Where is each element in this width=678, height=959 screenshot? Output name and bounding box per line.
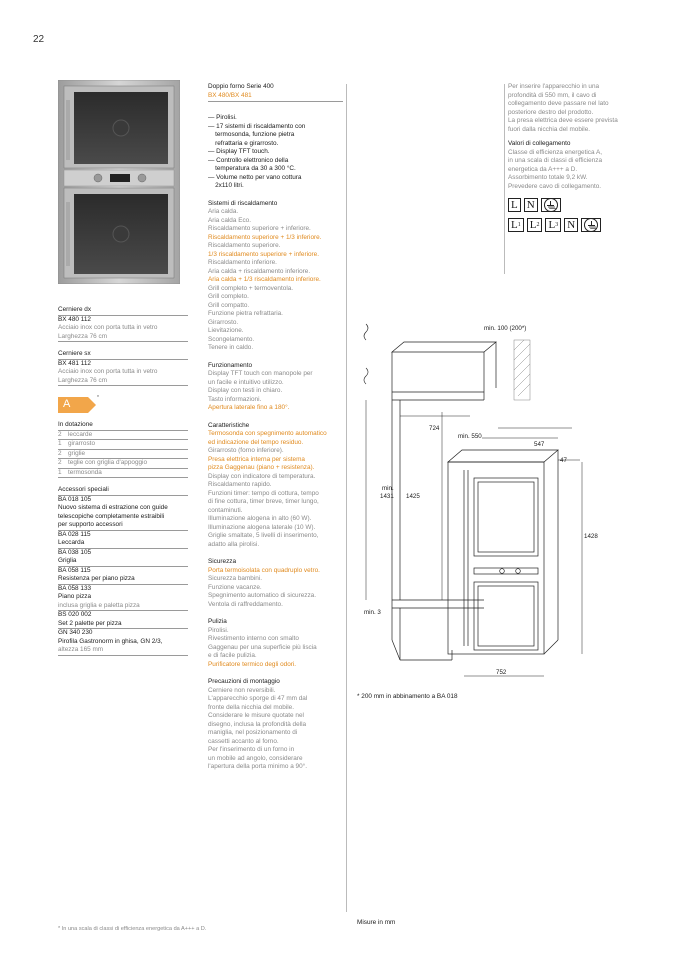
product-title: Doppio forno Serie 400 (208, 83, 274, 90)
footnote: * In una scala di classi di efficienza energetica da A+++ a D. (58, 926, 207, 932)
section-title: Sistemi di riscaldamento (208, 199, 278, 207)
model-hinge: Cerniere dx (58, 306, 188, 316)
supplied-qty: 2 (58, 459, 62, 466)
dim-1425: 1425 (406, 493, 420, 500)
supplied-item: griglie (68, 449, 86, 457)
section-line: Ventola di raffreddamento. (208, 600, 283, 608)
section-title: Precauzioni di montaggio (208, 678, 280, 685)
installation-drawing (352, 300, 652, 700)
conn-line: Assorbimento totale 9,2 kW. (508, 174, 588, 181)
ground-icon (541, 198, 561, 212)
accessory-code: BA 028 115 (58, 530, 91, 538)
highlight-line: — Display TFT touch. (208, 148, 270, 155)
accessory-code: BA 038 105 (58, 548, 92, 556)
section-line: Termosonda con spegnimento automatico (208, 430, 327, 437)
section-line: Girarrosto (forno inferiore). (208, 447, 284, 454)
section-line: disegno, inclusa la profondità della (208, 720, 307, 728)
three-phase-symbols (508, 218, 648, 232)
model-width: Larghezza 76 cm (58, 377, 188, 387)
conn-line: Classe di efficienza energetica A, (508, 148, 603, 156)
section-line: un facile e intuitivo utilizzo. (208, 378, 284, 386)
conn-line: Prevedere cavo di collegamento. (508, 182, 602, 190)
section-line: Funzione vacanze. (208, 583, 262, 591)
section-line: Riscaldamento superiore + inferiore. (208, 225, 311, 232)
supplied-qty: 2 (58, 449, 62, 457)
section-line: maniglia, nel posizionamento di (208, 729, 298, 736)
highlight-line: — Pirolisi. (208, 114, 237, 121)
symbol-n3: N (564, 218, 578, 232)
left-column (58, 306, 188, 656)
section-line: Riscaldamento rapido. (208, 481, 272, 488)
accessory-name: Piano pizza (58, 593, 92, 600)
accessory-code: BA 058 133 (58, 584, 92, 592)
intro-line: Per inserire l'apparecchio in una (508, 83, 600, 90)
intro-line: collegamento deve passare nel lato (508, 100, 609, 107)
section-line: Grill completo. (208, 293, 249, 300)
section-line: fronte della nicchia del mobile. (208, 703, 294, 711)
section-title: Pulizia (208, 618, 227, 625)
accessory-detail: inclusa griglia e paletta pizza (58, 602, 188, 612)
highlight-line: termosonda, funzione pietra (208, 131, 295, 138)
dim-752: 752 (496, 669, 507, 676)
symbol-n: N (524, 198, 538, 212)
section-line: Lievitazione. (208, 327, 244, 334)
supplied-row (58, 450, 188, 460)
section-line: cassetti accanto al forno. (208, 737, 279, 745)
dim-min100: min. 100 (200*) (484, 325, 527, 332)
section-line: Porta termoisolata con quadruplo vetro. (208, 566, 320, 574)
section-line: Riscaldamento superiore + 1/3 inferiore. (208, 233, 322, 241)
accessory-name: per supporto accessori (58, 521, 188, 531)
feature-section (208, 678, 343, 772)
supplied-row (58, 469, 188, 479)
symbol-l2: L 2 (527, 218, 543, 232)
section-line: Per l'inserimento di un forno in (208, 746, 295, 753)
energy-class: A (63, 398, 71, 410)
feature-section (208, 558, 343, 609)
section-line: contaminuti. (208, 506, 243, 514)
section-line: Apertura laterale fino a 180°. (208, 404, 290, 411)
model-code: BX 481 112 (58, 359, 91, 367)
section-line: Illuminazione alogena laterale (10 W). (208, 523, 316, 531)
section-line: Tasto informazioni. (208, 395, 262, 403)
oven-product-image (58, 80, 180, 284)
supplied-item: termosonda (68, 468, 102, 476)
feature-sections (208, 200, 343, 772)
column-separator-right (504, 84, 505, 274)
model-block (58, 306, 188, 342)
section-line: Sicurezza bambini. (208, 575, 262, 582)
accessory-name: Pirofila Gastronorm in ghisa, GN 2/3, (58, 637, 163, 645)
supplied-row (58, 431, 188, 441)
highlight-line: refrattaria e girarrosto. (208, 139, 279, 147)
section-line: e di facile pulizia. (208, 652, 257, 659)
dim-547: 547 (534, 441, 545, 448)
dim-1431: 1431 (380, 493, 394, 500)
feature-section (208, 200, 343, 353)
section-line: Illuminazione alogena in alto (60 W). (208, 515, 312, 522)
supplied-qty: 2 (58, 430, 62, 438)
symbol-l1: L 1 (508, 218, 524, 232)
units-note: Misure in mm (357, 919, 396, 926)
right-column (508, 83, 648, 232)
model-width: Larghezza 76 cm (58, 333, 188, 343)
connection-values (508, 149, 648, 192)
accessory-name: Set 2 palette per pizza (58, 620, 188, 630)
section-line: Tenere in caldo. (208, 344, 254, 351)
supplied-row (58, 459, 188, 469)
section-line: ed indicazione del tempo residuo. (208, 438, 304, 446)
accessory-name: Resistenza per piano pizza (58, 575, 188, 585)
section-line: Purificatore termico degli odori. (208, 660, 297, 668)
accessory-code: BS 020 002 (58, 611, 92, 618)
dim-724: 724 (429, 425, 440, 432)
feature-section (208, 618, 343, 669)
section-line: Spegnimento automatico di sicurezza. (208, 592, 316, 599)
conn-line: energetica da A+++ a D. (508, 165, 578, 173)
supplied-item: girarrosto (68, 440, 95, 447)
section-line: Scongelamento. (208, 335, 255, 343)
dim-47: 47 (560, 457, 567, 464)
drawing-note: * 200 mm in abbinamento a BA 018 (357, 693, 458, 700)
intro-line: profondità di 550 mm, il cavo di (508, 91, 597, 99)
supplied-list (58, 431, 188, 479)
section-line: Funzioni timer: tempo di cottura, tempo (208, 489, 319, 497)
section-line: Aria calda + riscaldamento inferiore. (208, 267, 311, 275)
highlights-list (208, 114, 343, 191)
accessory-code: BA 018 105 (58, 495, 92, 503)
section-line: Girarrosto. (208, 318, 239, 326)
supplied-item: leccarde (68, 430, 93, 438)
conn-line: in una scala di classi di efficienza (508, 157, 603, 164)
supplied-qty: 1 (58, 440, 62, 447)
middle-column (208, 83, 343, 772)
model-desc: Acciaio inox con porta tutta in vetro (58, 368, 158, 375)
section-line: L'apparecchio sporge di 47 mm dal (208, 695, 308, 702)
section-line: Aria calda. (208, 208, 239, 215)
section-line: adatto alla pirolisi. (208, 540, 260, 548)
column-separator (346, 84, 347, 912)
energy-label (58, 395, 188, 419)
accessory-code: BA 058 115 (58, 566, 91, 574)
section-line: 1/3 riscaldamento superiore + inferiore. (208, 250, 320, 258)
accessory-name: Leccarda (58, 539, 188, 549)
section-title: Sicurezza (208, 558, 237, 565)
section-line: Aria calda Eco. (208, 216, 251, 224)
model-desc: Acciaio inox con porta tutta in vetro (58, 324, 158, 331)
accessory-name: Griglia (58, 557, 188, 567)
section-line: Aria calda + 1/3 riscaldamento inferiore. (208, 276, 321, 283)
symbol-l3: L 3 (545, 218, 561, 232)
feature-section (208, 422, 343, 550)
section-title: Funzionamento (208, 361, 253, 369)
section-line: di fine cottura, timer breve, timer lungo, (208, 498, 319, 505)
highlight-line: — Volume netto per vano cottura (208, 173, 302, 181)
supplied-item: teglie con griglia d'appoggio (68, 459, 148, 466)
section-title: Caratteristiche (208, 421, 250, 429)
models-list (58, 306, 188, 386)
section-line: Griglie smaltate, 5 livelli di inserimento, (208, 532, 319, 539)
section-line: Riscaldamento inferiore. (208, 259, 277, 266)
connection-title: Valori di collegamento (508, 140, 571, 147)
accessory-detail: altezza 165 mm (58, 646, 188, 656)
section-line: l'apertura della porta minimo a 90°. (208, 763, 307, 770)
section-line: Riscaldamento superiore. (208, 242, 281, 249)
section-line: Display con indicatore di temperatura. (208, 472, 316, 480)
highlight-line: 2x110 litri. (208, 182, 244, 189)
model-code: BX 480 112 (58, 315, 91, 323)
section-line: Rivestimento interno con smalto (208, 635, 299, 642)
accessories-title: Accessori speciali (58, 486, 188, 496)
product-models: BX 480/BX 481 (208, 92, 343, 103)
section-line: un mobile ad angolo, considerare (208, 754, 303, 762)
dim-min1431-label: min. (382, 485, 394, 492)
model-block (58, 350, 188, 386)
dim-min3: min. 3 (364, 609, 381, 616)
section-line: Cerniere non reversibili. (208, 686, 276, 694)
single-phase-symbols (508, 198, 648, 212)
ground-icon (581, 218, 601, 232)
install-intro (508, 83, 648, 134)
section-line: Considerare le misure quotate nel (208, 712, 304, 719)
energy-note-mark: * (97, 395, 99, 401)
section-line: Funzione pietra refrattaria. (208, 310, 283, 317)
highlight-line: — 17 sistemi di riscaldamento con (208, 122, 306, 130)
feature-section (208, 362, 343, 413)
section-line: Grill compatto. (208, 301, 250, 309)
section-line: Gaggenau per una superficie più liscia (208, 643, 317, 651)
section-line: Pirolisi. (208, 626, 229, 634)
section-line: Display con testi in chiaro. (208, 387, 283, 394)
section-line: pizza Gaggenau (piano + resistenza). (208, 464, 315, 471)
dim-min550: min. 550 (458, 433, 482, 440)
page-number: 22 (33, 34, 45, 45)
supplied-qty: 1 (58, 468, 62, 476)
supplied-row (58, 440, 188, 450)
model-hinge: Cerniere sx (58, 350, 188, 360)
intro-line: posteriore destro del prodotto. (508, 108, 594, 116)
supplied-title: In dotazione (58, 421, 188, 431)
section-line: Grill completo + termoventola. (208, 284, 294, 292)
accessory-name: telescopiche completamente estraibili (58, 512, 165, 520)
highlight-line: temperatura da 30 a 300 °C. (208, 165, 296, 172)
highlight-line: — Controllo elettronico della (208, 156, 289, 164)
dim-1428: 1428 (584, 533, 598, 540)
accessory-code: GN 340 230 (58, 629, 93, 636)
symbol-l: L (508, 198, 521, 212)
intro-line: fuori dalla nicchia del mobile. (508, 125, 591, 133)
accessory-name: Nuovo sistema di estrazione con guide (58, 504, 168, 511)
section-line: Display TFT touch con manopole per (208, 370, 313, 377)
intro-line: La presa elettrica deve essere prevista (508, 117, 618, 124)
accessories-list (58, 496, 188, 656)
section-line: Presa elettrica interna per sistema (208, 455, 305, 463)
